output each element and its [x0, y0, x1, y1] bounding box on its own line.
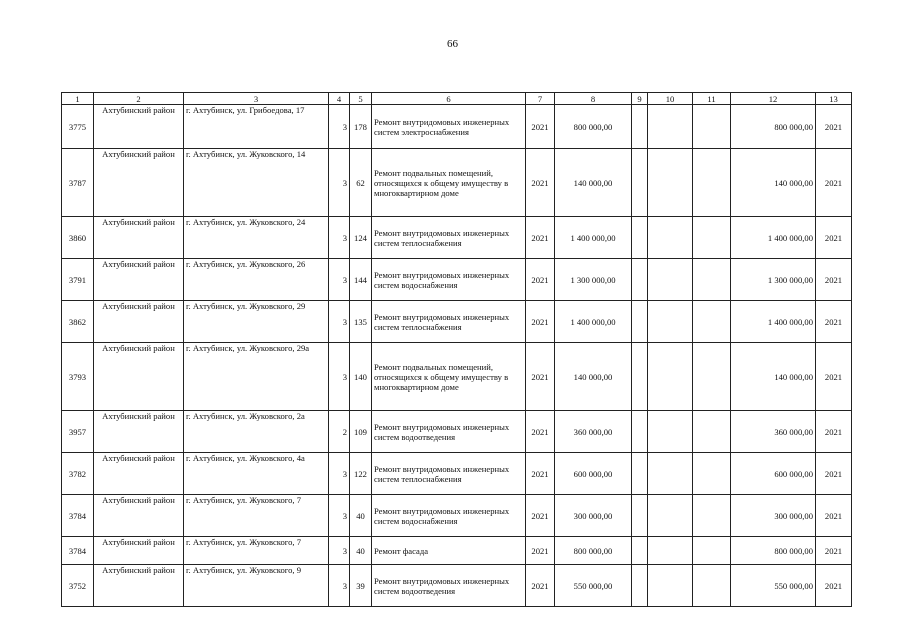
district-cell: Ахтубинский район	[94, 453, 184, 495]
row-id-cell: 3787	[62, 149, 94, 217]
column-header-3: 3	[184, 93, 329, 105]
col4-cell: 3	[329, 495, 350, 537]
district-cell: Ахтубинский район	[94, 149, 184, 217]
col11-cell	[693, 411, 731, 453]
row-id-cell: 3784	[62, 537, 94, 565]
col11-cell	[693, 259, 731, 301]
total-cost-cell: 1 400 000,00	[731, 301, 816, 343]
work-type-cell: Ремонт внутридомовых инженерных систем водоотведения	[372, 411, 526, 453]
total-cost-cell: 600 000,00	[731, 453, 816, 495]
address-cell: г. Ахтубинск, ул. Жуковского, 9	[184, 565, 329, 607]
apartments-cell: 62	[350, 149, 372, 217]
year-cell: 2021	[526, 453, 555, 495]
row-id-cell: 3862	[62, 301, 94, 343]
column-header-10: 10	[648, 93, 693, 105]
work-type-cell: Ремонт внутридомовых инженерных систем водоотведения	[372, 565, 526, 607]
col9-cell	[632, 411, 648, 453]
district-cell: Ахтубинский район	[94, 411, 184, 453]
col9-cell	[632, 565, 648, 607]
column-header-5: 5	[350, 93, 372, 105]
row-id-cell: 3752	[62, 565, 94, 607]
total-cost-cell: 550 000,00	[731, 565, 816, 607]
apartments-cell: 135	[350, 301, 372, 343]
end-year-cell: 2021	[816, 149, 852, 217]
work-type-cell: Ремонт подвальных помещений, относящихся к общему имуществу в многоквартирном доме	[372, 149, 526, 217]
end-year-cell: 2021	[816, 259, 852, 301]
year-cell: 2021	[526, 105, 555, 149]
column-header-8: 8	[555, 93, 632, 105]
cost-cell: 550 000,00	[555, 565, 632, 607]
work-type-cell: Ремонт фасада	[372, 537, 526, 565]
row-id-cell: 3860	[62, 217, 94, 259]
address-cell: г. Ахтубинск, ул. Грибоедова, 17	[184, 105, 329, 149]
col4-cell: 2	[329, 411, 350, 453]
work-type-cell: Ремонт подвальных помещений, относящихся к общему имуществу в многоквартирном доме	[372, 343, 526, 411]
district-cell: Ахтубинский район	[94, 301, 184, 343]
cost-cell: 800 000,00	[555, 105, 632, 149]
cost-cell: 140 000,00	[555, 343, 632, 411]
row-id-cell: 3784	[62, 495, 94, 537]
col10-cell	[648, 259, 693, 301]
col11-cell	[693, 565, 731, 607]
col10-cell	[648, 217, 693, 259]
district-cell: Ахтубинский район	[94, 537, 184, 565]
total-cost-cell: 800 000,00	[731, 537, 816, 565]
row-id-cell: 3957	[62, 411, 94, 453]
cost-cell: 360 000,00	[555, 411, 632, 453]
address-cell: г. Ахтубинск, ул. Жуковского, 29а	[184, 343, 329, 411]
table-row	[62, 411, 852, 453]
col4-cell: 3	[329, 565, 350, 607]
row-id-cell: 3775	[62, 105, 94, 149]
end-year-cell: 2021	[816, 537, 852, 565]
work-type-cell: Ремонт внутридомовых инженерных систем теплоснабжения	[372, 453, 526, 495]
address-cell: г. Ахтубинск, ул. Жуковского, 7	[184, 495, 329, 537]
year-cell: 2021	[526, 259, 555, 301]
col4-cell: 3	[329, 301, 350, 343]
district-cell: Ахтубинский район	[94, 105, 184, 149]
col10-cell	[648, 343, 693, 411]
cost-cell: 1 400 000,00	[555, 217, 632, 259]
end-year-cell: 2021	[816, 343, 852, 411]
apartments-cell: 140	[350, 343, 372, 411]
apartments-cell: 109	[350, 411, 372, 453]
total-cost-cell: 800 000,00	[731, 105, 816, 149]
end-year-cell: 2021	[816, 495, 852, 537]
col9-cell	[632, 453, 648, 495]
col9-cell	[632, 495, 648, 537]
cost-cell: 600 000,00	[555, 453, 632, 495]
address-cell: г. Ахтубинск, ул. Жуковского, 2а	[184, 411, 329, 453]
column-header-13: 13	[816, 93, 852, 105]
address-cell: г. Ахтубинск, ул. Жуковского, 14	[184, 149, 329, 217]
district-cell: Ахтубинский район	[94, 259, 184, 301]
col4-cell: 3	[329, 217, 350, 259]
table-row	[62, 495, 852, 537]
year-cell: 2021	[526, 495, 555, 537]
col9-cell	[632, 259, 648, 301]
column-header-6: 6	[372, 93, 526, 105]
cost-cell: 1 300 000,00	[555, 259, 632, 301]
table-row	[62, 565, 852, 607]
col4-cell: 3	[329, 259, 350, 301]
year-cell: 2021	[526, 411, 555, 453]
col10-cell	[648, 105, 693, 149]
col11-cell	[693, 343, 731, 411]
table-row	[62, 217, 852, 259]
col10-cell	[648, 149, 693, 217]
table-row	[62, 301, 852, 343]
col4-cell: 3	[329, 453, 350, 495]
col11-cell	[693, 537, 731, 565]
col11-cell	[693, 149, 731, 217]
header-row	[62, 93, 852, 105]
cost-cell: 1 400 000,00	[555, 301, 632, 343]
col11-cell	[693, 105, 731, 149]
col9-cell	[632, 537, 648, 565]
col9-cell	[632, 343, 648, 411]
col9-cell	[632, 217, 648, 259]
address-cell: г. Ахтубинск, ул. Жуковского, 29	[184, 301, 329, 343]
apartments-cell: 122	[350, 453, 372, 495]
total-cost-cell: 1 300 000,00	[731, 259, 816, 301]
end-year-cell: 2021	[816, 411, 852, 453]
table-row	[62, 343, 852, 411]
column-header-12: 12	[731, 93, 816, 105]
cost-cell: 140 000,00	[555, 149, 632, 217]
apartments-cell: 178	[350, 105, 372, 149]
row-id-cell: 3791	[62, 259, 94, 301]
address-cell: г. Ахтубинск, ул. Жуковского, 4а	[184, 453, 329, 495]
table-row	[62, 149, 852, 217]
total-cost-cell: 140 000,00	[731, 149, 816, 217]
end-year-cell: 2021	[816, 453, 852, 495]
year-cell: 2021	[526, 149, 555, 217]
col11-cell	[693, 217, 731, 259]
column-header-4: 4	[329, 93, 350, 105]
page-number: 66	[447, 38, 458, 50]
apartments-cell: 144	[350, 259, 372, 301]
end-year-cell: 2021	[816, 565, 852, 607]
end-year-cell: 2021	[816, 105, 852, 149]
address-cell: г. Ахтубинск, ул. Жуковского, 26	[184, 259, 329, 301]
col9-cell	[632, 301, 648, 343]
column-header-2: 2	[94, 93, 184, 105]
year-cell: 2021	[526, 565, 555, 607]
table-body	[62, 105, 852, 607]
col11-cell	[693, 495, 731, 537]
col10-cell	[648, 411, 693, 453]
work-type-cell: Ремонт внутридомовых инженерных систем теплоснабжения	[372, 301, 526, 343]
total-cost-cell: 300 000,00	[731, 495, 816, 537]
table-row	[62, 453, 852, 495]
district-cell: Ахтубинский район	[94, 495, 184, 537]
table-row	[62, 105, 852, 149]
end-year-cell: 2021	[816, 217, 852, 259]
district-cell: Ахтубинский район	[94, 217, 184, 259]
col9-cell	[632, 149, 648, 217]
col10-cell	[648, 537, 693, 565]
col10-cell	[648, 495, 693, 537]
apartments-cell: 40	[350, 537, 372, 565]
col11-cell	[693, 453, 731, 495]
total-cost-cell: 140 000,00	[731, 343, 816, 411]
table-row	[62, 537, 852, 565]
row-id-cell: 3782	[62, 453, 94, 495]
col10-cell	[648, 453, 693, 495]
table-row	[62, 259, 852, 301]
total-cost-cell: 360 000,00	[731, 411, 816, 453]
apartments-cell: 39	[350, 565, 372, 607]
end-year-cell: 2021	[816, 301, 852, 343]
column-header-9: 9	[632, 93, 648, 105]
work-type-cell: Ремонт внутридомовых инженерных систем водоснабжения	[372, 495, 526, 537]
cost-cell: 800 000,00	[555, 537, 632, 565]
work-type-cell: Ремонт внутридомовых инженерных систем электроснабжения	[372, 105, 526, 149]
district-cell: Ахтубинский район	[94, 565, 184, 607]
year-cell: 2021	[526, 301, 555, 343]
column-header-1: 1	[62, 93, 94, 105]
year-cell: 2021	[526, 343, 555, 411]
year-cell: 2021	[526, 217, 555, 259]
work-type-cell: Ремонт внутридомовых инженерных систем водоснабжения	[372, 259, 526, 301]
year-cell: 2021	[526, 537, 555, 565]
repair-registry-table	[61, 92, 852, 607]
col11-cell	[693, 301, 731, 343]
address-cell: г. Ахтубинск, ул. Жуковского, 7	[184, 537, 329, 565]
district-cell: Ахтубинский район	[94, 343, 184, 411]
apartments-cell: 40	[350, 495, 372, 537]
col10-cell	[648, 301, 693, 343]
row-id-cell: 3793	[62, 343, 94, 411]
apartments-cell: 124	[350, 217, 372, 259]
total-cost-cell: 1 400 000,00	[731, 217, 816, 259]
work-type-cell: Ремонт внутридомовых инженерных систем теплоснабжения	[372, 217, 526, 259]
col4-cell: 3	[329, 537, 350, 565]
column-header-11: 11	[693, 93, 731, 105]
col10-cell	[648, 565, 693, 607]
col4-cell: 3	[329, 149, 350, 217]
cost-cell: 300 000,00	[555, 495, 632, 537]
column-header-7: 7	[526, 93, 555, 105]
col9-cell	[632, 105, 648, 149]
col4-cell: 3	[329, 105, 350, 149]
col4-cell: 3	[329, 343, 350, 411]
address-cell: г. Ахтубинск, ул. Жуковского, 24	[184, 217, 329, 259]
